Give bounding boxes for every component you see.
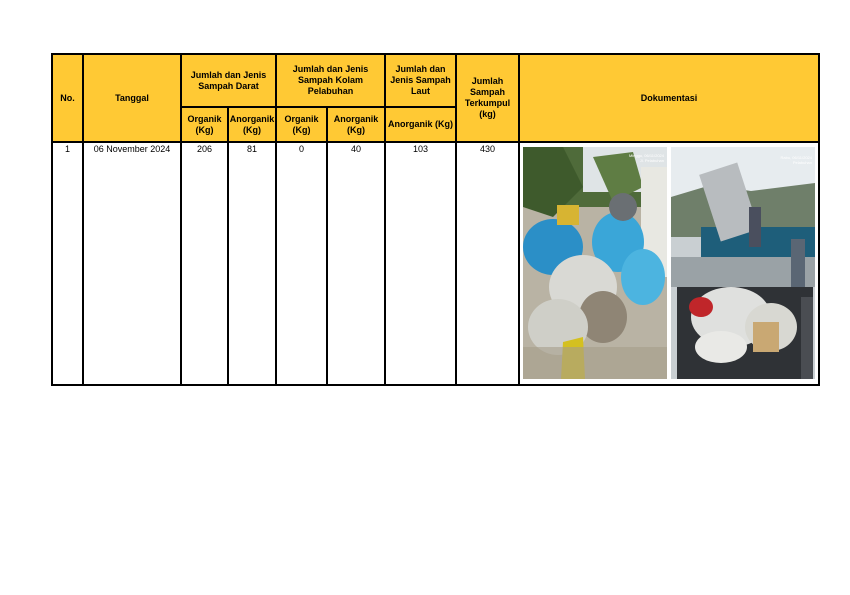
cell-no: 1: [52, 142, 83, 385]
cell-tanggal: 06 November 2024: [83, 142, 181, 385]
photo-trash-bags-pile: Minggu, 06/11/2024 Jl. Pelabuhan: [523, 147, 667, 379]
header-kolam-anorganik: Anorganik (Kg): [327, 107, 385, 142]
cell-laut-anorganik: 103: [385, 142, 456, 385]
header-dokumentasi: Dokumentasi: [519, 54, 819, 142]
table-row: [52, 142, 819, 385]
waste-report-table: [51, 53, 820, 386]
cell-kolam-anorganik: 40: [327, 142, 385, 385]
cell-dokumentasi: [519, 142, 819, 385]
cell-kolam-organik: 0: [276, 142, 327, 385]
header-sampah-terkumpul: Jumlah Sampah Terkumpul (kg): [456, 54, 519, 142]
cell-darat-anorganik: 81: [228, 142, 276, 385]
header-sampah-kolam: Jumlah dan Jenis Sampah Kolam Pelabuhan: [276, 54, 385, 107]
header-sampah-laut: Jumlah dan Jenis Sampah Laut: [385, 54, 456, 107]
photo-truck-loading: Rabu, 06/11/2024 Pelabuhan: [671, 147, 815, 379]
header-darat-anorganik: Anorganik (Kg): [228, 107, 276, 142]
header-sampah-darat: Jumlah dan Jenis Sampah Darat: [181, 54, 276, 107]
header-laut-anorganik: Anorganik (Kg): [385, 107, 456, 142]
cell-darat-organik: 206: [181, 142, 228, 385]
header-kolam-organik: Organik (Kg): [276, 107, 327, 142]
header-no: No.: [52, 54, 83, 142]
header-tanggal: Tanggal: [83, 54, 181, 142]
cell-terkumpul: 430: [456, 142, 519, 385]
header-darat-organik: Organik (Kg): [181, 107, 228, 142]
